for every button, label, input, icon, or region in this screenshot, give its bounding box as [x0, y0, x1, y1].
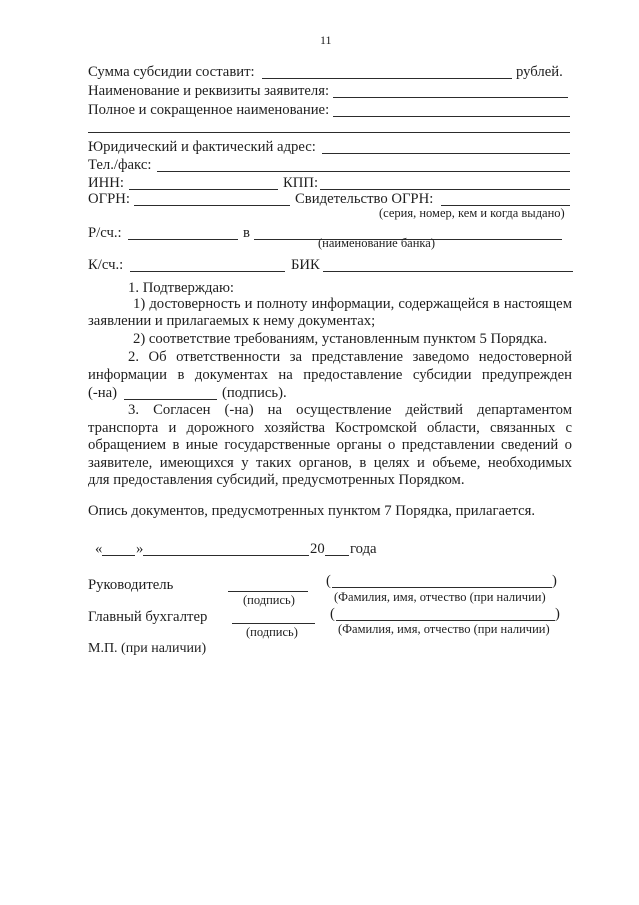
head-signature-hint: (подпись) — [243, 593, 295, 607]
full-name-blank-continued — [88, 132, 570, 133]
stamp-note: М.П. (при наличии) — [88, 641, 207, 656]
accountant-name-open-paren: ( — [330, 606, 335, 622]
head-signature-blank — [228, 591, 308, 592]
bank-preposition: в — [243, 225, 250, 241]
head-name-open-paren: ( — [326, 573, 331, 589]
ogrn-certificate-label: Свидетельство ОГРН: — [295, 191, 434, 207]
confirmation-heading: 1. Подтверждаю: — [128, 280, 235, 296]
responsibility-line-1: 2. Об ответственности за представление заведомо недостоверной — [128, 349, 572, 365]
consent-line-5: для предоставления субсидий, предусмотренных Порядком. — [88, 472, 465, 488]
confirmation-item-1-line-1: 1) достоверность и полноту информации, содержащейся в настоящем — [133, 296, 572, 312]
consent-line-3: обращением в иные государственные органы о представлении сведений о — [88, 437, 572, 453]
kpp-label: КПП: — [283, 175, 319, 191]
bik-label: БИК — [291, 257, 320, 273]
corr-account-blank — [130, 271, 285, 272]
date-open-quote: « — [95, 541, 103, 557]
accountant-name-hint: (Фамилия, имя, отчество (при наличии) — [338, 622, 550, 636]
date-close-quote: » — [136, 541, 144, 557]
settlement-account-blank — [128, 239, 238, 240]
documents-inventory-note: Опись документов, предусмотренных пунктом 7 Порядка, прилагается. — [88, 503, 536, 519]
inn-blank — [129, 189, 278, 190]
date-day-blank — [102, 555, 135, 556]
address-blank — [322, 153, 570, 154]
subsidy-currency-label: рублей. — [516, 64, 563, 80]
responsibility-signature-label: (подпись). — [222, 385, 287, 401]
full-name-blank — [333, 116, 570, 117]
date-month-blank — [143, 555, 309, 556]
date-year-word: года — [350, 541, 377, 557]
consent-line-4: заявителе, имеющихся у таких органов, в целях и объеме, необходимых — [88, 455, 572, 471]
date-century: 20 — [310, 541, 325, 557]
ogrn-blank — [134, 205, 290, 206]
accountant-label: Главный бухгалтер — [88, 609, 208, 625]
head-label: Руководитель — [88, 577, 174, 593]
responsibility-signature-blank — [124, 399, 217, 400]
bank-name-hint: (наименование банка) — [318, 236, 436, 250]
corr-account-label: К/сч.: — [88, 257, 124, 273]
settlement-account-label: Р/сч.: — [88, 225, 122, 241]
head-name-hint: (Фамилия, имя, отчество (при наличии) — [334, 590, 546, 604]
confirmation-item-1-line-2: заявлении и прилагаемых к нему документах; — [88, 313, 376, 329]
ogrn-certificate-hint: (серия, номер, кем и когда выдано) — [379, 206, 565, 220]
phone-fax-blank — [157, 171, 570, 172]
head-name-close-paren: ) — [552, 573, 557, 589]
consent-line-1: 3. Согласен (-на) на осуществление действий департаментом — [128, 402, 572, 418]
accountant-name-blank — [336, 620, 555, 621]
accountant-signature-hint: (подпись) — [246, 625, 298, 639]
head-name-blank — [332, 587, 552, 588]
confirmation-item-2: 2) соответствие требованиям, установленным пунктом 5 Порядка. — [133, 331, 548, 347]
accountant-name-close-paren: ) — [555, 606, 560, 622]
subsidy-amount-label: Сумма субсидии составит: — [88, 64, 255, 80]
responsibility-line-2: информации в документах на предоставление субсидии предупрежден — [88, 367, 572, 383]
date-year-blank — [325, 555, 349, 556]
applicant-details-blank — [333, 97, 568, 98]
page-number: 11 — [320, 33, 332, 47]
address-label: Юридический и фактический адрес: — [88, 139, 316, 155]
applicant-details-label: Наименование и реквизиты заявителя: — [88, 83, 330, 99]
full-name-label: Полное и сокращенное наименование: — [88, 102, 330, 118]
subsidy-amount-blank — [262, 78, 512, 79]
phone-fax-label: Тел./факс: — [88, 157, 152, 173]
inn-label: ИНН: — [88, 175, 124, 191]
ogrn-label: ОГРН: — [88, 191, 130, 207]
consent-line-2: транспорта и дорожного хозяйства Костромской области, связанных с — [88, 420, 572, 436]
bik-blank — [323, 271, 573, 272]
responsibility-gender-suffix: (-на) — [88, 385, 118, 401]
accountant-signature-blank — [232, 623, 315, 624]
